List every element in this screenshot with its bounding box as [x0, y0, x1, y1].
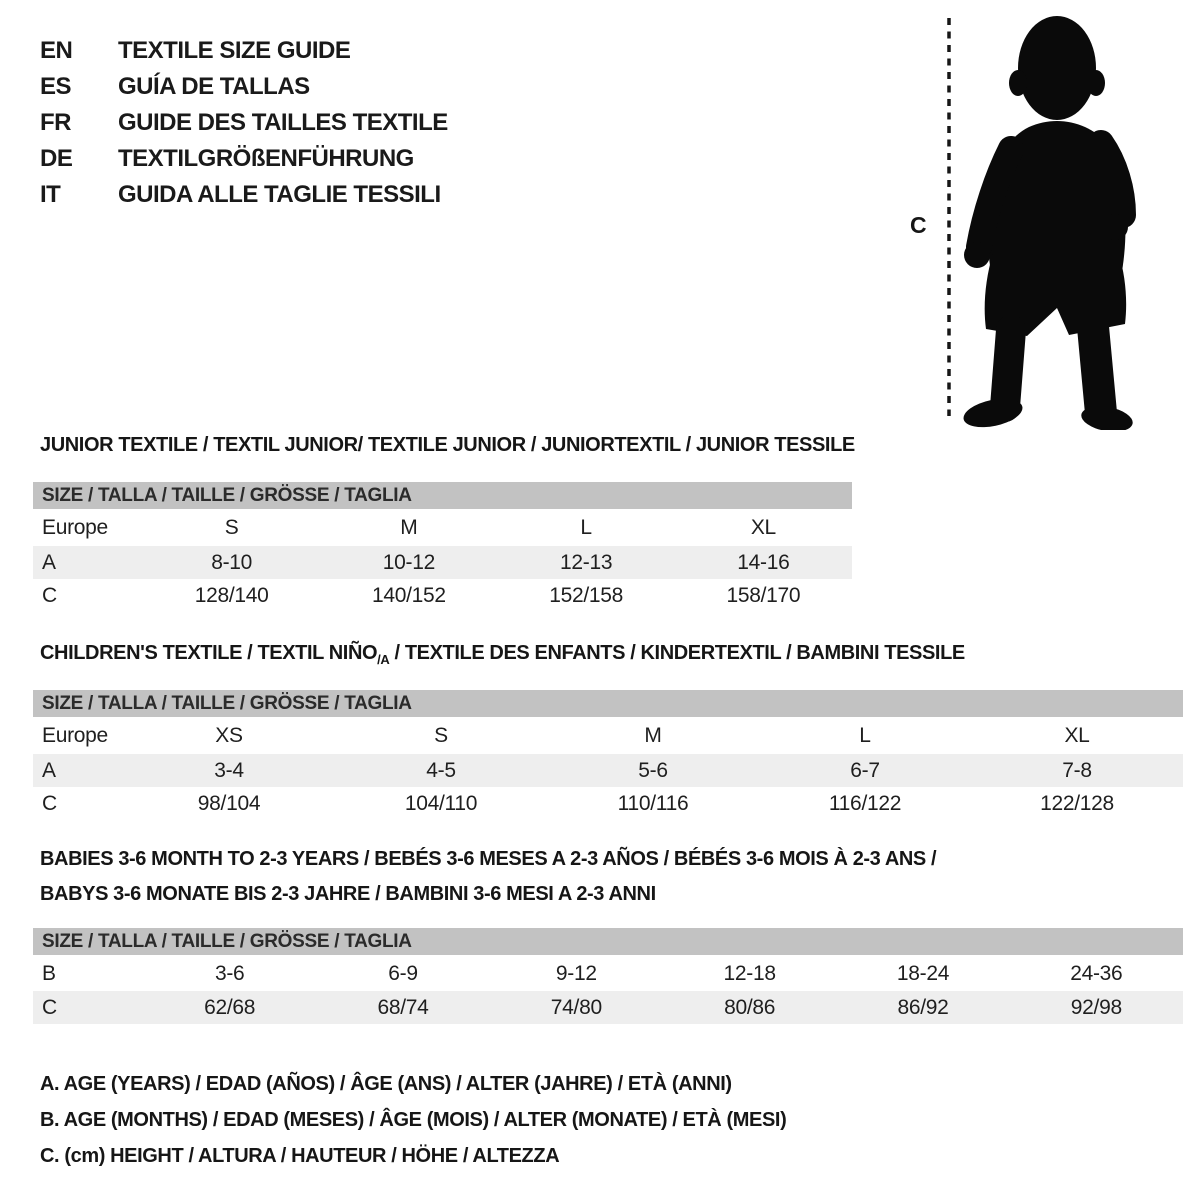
table-cell: 7-8 — [1062, 758, 1092, 782]
table-cell: 4-5 — [426, 758, 456, 782]
height-measure-label: C — [910, 212, 927, 238]
junior-col-s: S — [224, 516, 239, 539]
table-cell: 9-12 — [555, 961, 597, 985]
language-label: GUIDA ALLE TAGLIE TESSILI — [118, 181, 441, 208]
children-header-row — [33, 718, 1183, 754]
junior-row-age — [33, 546, 852, 579]
table-cell: 80/86 — [724, 995, 776, 1019]
children-col-xl: XL — [1064, 724, 1090, 747]
junior-col-l: L — [580, 516, 592, 539]
table-cell: 18-24 — [896, 961, 950, 985]
table-cell: 92/98 — [1070, 995, 1122, 1019]
children-section-title — [40, 642, 965, 665]
table-cell: 116/122 — [828, 791, 902, 815]
language-row-it — [40, 181, 441, 209]
row-label: C — [42, 583, 57, 607]
junior-col-xl: XL — [750, 516, 776, 539]
table-cell: 5-6 — [638, 758, 668, 782]
children-row-age — [33, 754, 1183, 787]
baby-silhouette-shape — [961, 16, 1135, 430]
babies-section-title-line2: BABYS 3-6 MONATE BIS 2-3 JAHRE / BAMBINI 3-6 MESI A 2-3 ANNI — [40, 883, 656, 905]
table-cell: 68/74 — [377, 995, 429, 1019]
baby-silhouette — [900, 10, 1160, 430]
legend-age-months: B. AGE (MONTHS) / EDAD (MESES) / ÂGE (MOIS) / ALTER (MONATE) / ETÀ (MESI) — [40, 1109, 787, 1131]
table-cell: 158/170 — [726, 583, 801, 607]
babies-row-height — [33, 991, 1183, 1024]
babies-row-months — [33, 956, 1183, 991]
table-cell: 6-9 — [388, 961, 418, 985]
language-label: TEXTILGRÖßENFÜHRUNG — [118, 145, 414, 172]
table-cell: 98/104 — [197, 791, 261, 815]
language-label: TEXTILE SIZE GUIDE — [118, 37, 351, 64]
children-title-prefix: CHILDREN'S TEXTILE / TEXTIL NIÑO — [40, 642, 378, 664]
junior-section-title: JUNIOR TEXTILE / TEXTIL JUNIOR/ TEXTILE JUNIOR / JUNIORTEXTIL / JUNIOR TESSILE — [40, 434, 855, 456]
table-cell: 14-16 — [737, 550, 790, 574]
table-cell: 24-36 — [1070, 961, 1123, 985]
row-label: C — [42, 995, 57, 1019]
language-label: GUIDE DES TAILLES TEXTILE — [118, 109, 448, 136]
children-col-xs: XS — [215, 724, 243, 747]
language-code: IT — [40, 181, 61, 208]
table-cell: 86/92 — [897, 995, 949, 1019]
table-cell: 10-12 — [382, 550, 435, 574]
language-code: DE — [40, 145, 73, 172]
table-cell: 12-13 — [560, 550, 613, 574]
table-cell: 128/140 — [194, 583, 269, 607]
table-cell: 8-10 — [211, 550, 253, 574]
language-code: FR — [40, 109, 71, 136]
children-size-bar: SIZE / TALLA / TAILLE / GRÖSSE / TAGLIA — [33, 690, 1183, 717]
children-region-label: Europe — [42, 724, 108, 747]
table-cell: 12-18 — [723, 961, 776, 985]
children-title-sub: /A — [377, 652, 390, 667]
legend-height-cm: C. (cm) HEIGHT / ALTURA / HAUTEUR / HÖHE / ALTEZZA — [40, 1145, 560, 1167]
table-cell: 6-7 — [850, 758, 880, 782]
row-label: C — [42, 791, 57, 815]
children-col-m: M — [644, 724, 662, 747]
table-cell: 152/158 — [549, 583, 624, 607]
legend-age-years: A. AGE (YEARS) / EDAD (AÑOS) / ÂGE (ANS) / ALTER (JAHRE) / ETÀ (ANNI) — [40, 1073, 732, 1095]
table-cell: 3-6 — [214, 961, 245, 985]
row-label: B — [42, 961, 56, 985]
row-label: A — [42, 550, 56, 574]
junior-row-height — [33, 579, 852, 612]
children-row-height — [33, 787, 1183, 820]
junior-header-row — [33, 510, 852, 546]
language-row-fr — [40, 109, 448, 137]
table-cell: 110/116 — [617, 791, 689, 815]
table-cell: 3-4 — [214, 758, 244, 782]
table-cell: 62/68 — [204, 995, 256, 1019]
table-cell: 140/152 — [371, 583, 446, 607]
language-code: ES — [40, 73, 72, 100]
language-code: EN — [40, 37, 73, 64]
children-title-suffix: / TEXTILE DES ENFANTS / KINDERTEXTIL / BAMBINI TESSILE — [389, 642, 965, 664]
junior-col-m: M — [400, 516, 418, 539]
language-label: GUÍA DE TALLAS — [118, 73, 310, 100]
children-col-s: S — [434, 724, 448, 747]
language-row-en — [40, 37, 350, 65]
children-col-l: L — [859, 724, 871, 747]
language-row-de — [40, 145, 414, 173]
row-label: A — [42, 758, 56, 782]
junior-region-label: Europe — [42, 516, 108, 539]
table-cell: 104/110 — [404, 791, 478, 815]
table-cell: 122/128 — [1040, 791, 1114, 815]
babies-size-bar: SIZE / TALLA / TAILLE / GRÖSSE / TAGLIA — [33, 928, 1183, 955]
junior-size-bar: SIZE / TALLA / TAILLE / GRÖSSE / TAGLIA — [33, 482, 852, 509]
language-row-es — [40, 73, 310, 101]
babies-section-title-line1: BABIES 3-6 MONTH TO 2-3 YEARS / BEBÉS 3-6 MESES A 2-3 AÑOS / BÉBÉS 3-6 MOIS À 2-3 ANS / — [40, 848, 937, 870]
table-cell: 74/80 — [550, 995, 602, 1019]
